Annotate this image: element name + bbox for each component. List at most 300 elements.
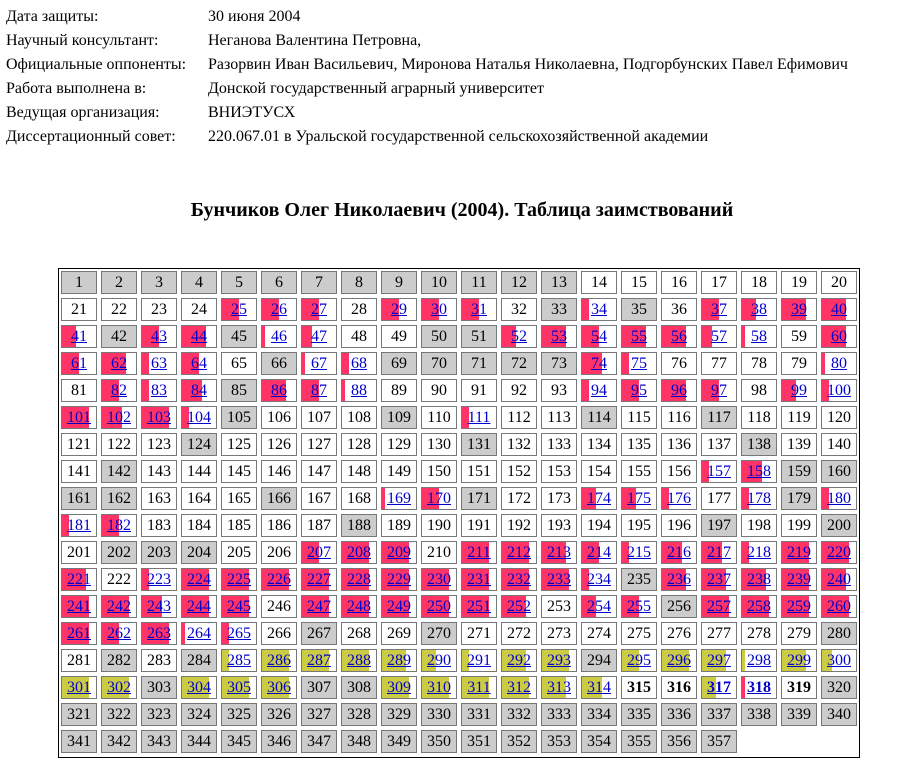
page-number[interactable]: 82 bbox=[111, 382, 127, 399]
page-link-cell[interactable] bbox=[621, 379, 657, 402]
page-cell bbox=[141, 460, 177, 483]
page-number[interactable]: 223 bbox=[147, 571, 171, 588]
page-link-cell[interactable] bbox=[661, 487, 697, 510]
page-number[interactable]: 241 bbox=[67, 598, 91, 615]
page-link-cell[interactable] bbox=[781, 568, 817, 591]
page-link-cell[interactable] bbox=[181, 379, 217, 402]
page-number[interactable]: 175 bbox=[627, 490, 651, 507]
page-number[interactable]: 44 bbox=[191, 328, 207, 345]
page-number[interactable]: 67 bbox=[311, 355, 327, 372]
page-number[interactable]: 302 bbox=[107, 679, 131, 696]
page-link-cell[interactable] bbox=[501, 541, 537, 564]
page-link-cell[interactable] bbox=[261, 325, 297, 348]
page-link-cell[interactable] bbox=[181, 595, 217, 618]
page-number[interactable]: 243 bbox=[147, 598, 171, 615]
page-number[interactable]: 158 bbox=[747, 463, 771, 480]
page-number[interactable]: 248 bbox=[347, 598, 371, 615]
page-number[interactable]: 287 bbox=[307, 652, 331, 669]
page-link-cell[interactable] bbox=[221, 568, 257, 591]
page-number[interactable]: 86 bbox=[271, 382, 287, 399]
page-link-cell[interactable] bbox=[261, 568, 297, 591]
page-link-cell[interactable] bbox=[141, 622, 177, 645]
page-link-cell[interactable] bbox=[821, 325, 857, 348]
page-link-cell[interactable] bbox=[141, 568, 177, 591]
page-link-cell[interactable] bbox=[781, 298, 817, 321]
page-number[interactable]: 25 bbox=[231, 301, 247, 318]
page-link-cell[interactable] bbox=[101, 514, 137, 537]
page-link-cell[interactable] bbox=[821, 568, 857, 591]
page-link-cell[interactable] bbox=[421, 568, 457, 591]
page-link-cell[interactable] bbox=[61, 622, 97, 645]
page-link-cell[interactable] bbox=[541, 676, 577, 699]
page-number[interactable]: 178 bbox=[747, 490, 771, 507]
page-number[interactable]: 238 bbox=[747, 571, 771, 588]
page-number[interactable]: 26 bbox=[271, 301, 287, 318]
page-number[interactable]: 314 bbox=[587, 679, 611, 696]
page-link-cell[interactable] bbox=[301, 568, 337, 591]
page-link-cell[interactable] bbox=[821, 379, 857, 402]
page-number[interactable]: 47 bbox=[311, 328, 327, 345]
page-link-cell[interactable] bbox=[61, 325, 97, 348]
page-number[interactable]: 263 bbox=[147, 625, 171, 642]
page-number[interactable]: 304 bbox=[187, 679, 211, 696]
page-number[interactable]: 313 bbox=[547, 679, 571, 696]
page-link-cell[interactable] bbox=[141, 352, 177, 375]
page-number[interactable]: 295 bbox=[627, 652, 651, 669]
page-link-cell[interactable] bbox=[461, 676, 497, 699]
page-link-cell[interactable] bbox=[701, 649, 737, 672]
page-number: 6 bbox=[275, 274, 283, 291]
page-number[interactable]: 101 bbox=[67, 409, 91, 426]
page-link-cell[interactable] bbox=[501, 595, 537, 618]
page-link-cell[interactable] bbox=[701, 325, 737, 348]
page-number[interactable]: 306 bbox=[267, 679, 291, 696]
page-link-cell[interactable] bbox=[821, 649, 857, 672]
page-number[interactable]: 217 bbox=[707, 544, 731, 561]
page-link-cell[interactable] bbox=[341, 649, 377, 672]
page-link-cell[interactable] bbox=[261, 379, 297, 402]
page-link-cell[interactable] bbox=[381, 541, 417, 564]
page-number[interactable]: 208 bbox=[347, 544, 371, 561]
page-link-cell[interactable] bbox=[61, 352, 97, 375]
page-number[interactable]: 52 bbox=[511, 328, 527, 345]
page-link-cell[interactable] bbox=[741, 325, 777, 348]
page-link-cell[interactable] bbox=[741, 595, 777, 618]
page-link-cell[interactable] bbox=[781, 541, 817, 564]
page-number[interactable]: 296 bbox=[667, 652, 691, 669]
page-link-cell[interactable] bbox=[461, 298, 497, 321]
page-number[interactable]: 37 bbox=[711, 301, 727, 318]
page-link-cell[interactable] bbox=[581, 352, 617, 375]
page-link-cell[interactable] bbox=[701, 676, 737, 699]
page-link-cell[interactable] bbox=[661, 649, 697, 672]
page-link-cell[interactable] bbox=[141, 379, 177, 402]
page-number[interactable]: 230 bbox=[427, 571, 451, 588]
page-link-cell[interactable] bbox=[621, 541, 657, 564]
page-number[interactable]: 103 bbox=[147, 409, 171, 426]
page-number[interactable]: 207 bbox=[307, 544, 331, 561]
page-number: 340 bbox=[827, 706, 851, 723]
page-number[interactable]: 265 bbox=[227, 625, 251, 642]
page-link-cell[interactable] bbox=[701, 379, 737, 402]
page-link-cell[interactable] bbox=[621, 487, 657, 510]
page-number[interactable]: 84 bbox=[191, 382, 207, 399]
page-number[interactable]: 88 bbox=[351, 382, 367, 399]
page-number[interactable]: 259 bbox=[787, 598, 811, 615]
page-number[interactable]: 293 bbox=[547, 652, 571, 669]
page-number[interactable]: 157 bbox=[707, 463, 731, 480]
page-number[interactable]: 61 bbox=[71, 355, 87, 372]
page-link-cell[interactable] bbox=[101, 379, 137, 402]
page-number[interactable]: 62 bbox=[111, 355, 127, 372]
page-number[interactable]: 257 bbox=[707, 598, 731, 615]
page-number[interactable]: 312 bbox=[507, 679, 531, 696]
page-number[interactable]: 264 bbox=[187, 625, 211, 642]
page-number[interactable]: 219 bbox=[787, 544, 811, 561]
page-number[interactable]: 83 bbox=[151, 382, 167, 399]
page-number[interactable]: 228 bbox=[347, 571, 371, 588]
page-number[interactable]: 255 bbox=[627, 598, 651, 615]
page-number[interactable]: 220 bbox=[827, 544, 851, 561]
page-number[interactable]: 174 bbox=[587, 490, 611, 507]
page-number[interactable]: 239 bbox=[787, 571, 811, 588]
page-link-cell[interactable] bbox=[461, 541, 497, 564]
page-number[interactable]: 100 bbox=[827, 382, 851, 399]
page-link-cell[interactable] bbox=[301, 298, 337, 321]
page-number[interactable]: 297 bbox=[707, 652, 731, 669]
page-link-cell[interactable] bbox=[581, 595, 617, 618]
page-number[interactable]: 27 bbox=[311, 301, 327, 318]
page-link-cell[interactable] bbox=[581, 379, 617, 402]
page-cell bbox=[541, 460, 577, 483]
page-link-cell[interactable] bbox=[221, 676, 257, 699]
page-link-cell[interactable] bbox=[61, 676, 97, 699]
page-number[interactable]: 54 bbox=[591, 328, 607, 345]
page-number[interactable]: 41 bbox=[71, 328, 87, 345]
page-link-cell[interactable] bbox=[141, 325, 177, 348]
page-link-cell[interactable] bbox=[461, 649, 497, 672]
page-number[interactable]: 216 bbox=[667, 544, 691, 561]
page-number[interactable]: 301 bbox=[67, 679, 91, 696]
page-number[interactable]: 254 bbox=[587, 598, 611, 615]
page-link-cell[interactable] bbox=[661, 325, 697, 348]
page-link-cell[interactable] bbox=[621, 595, 657, 618]
page-link-cell[interactable] bbox=[381, 676, 417, 699]
page-link-cell[interactable] bbox=[101, 352, 137, 375]
info-label: Ведущая организация: bbox=[6, 104, 160, 121]
page-link-cell[interactable] bbox=[181, 676, 217, 699]
page-link-cell[interactable] bbox=[741, 460, 777, 483]
page-link-cell[interactable] bbox=[61, 568, 97, 591]
page-number[interactable]: 262 bbox=[107, 625, 131, 642]
page-link-cell[interactable] bbox=[661, 379, 697, 402]
page-number[interactable]: 30 bbox=[431, 301, 447, 318]
page-number[interactable]: 233 bbox=[547, 571, 571, 588]
page-number: 129 bbox=[387, 436, 411, 453]
page-number[interactable]: 299 bbox=[787, 652, 811, 669]
page-number[interactable]: 289 bbox=[387, 652, 411, 669]
page-number[interactable]: 247 bbox=[307, 598, 331, 615]
page-number[interactable]: 104 bbox=[187, 409, 211, 426]
page-number[interactable]: 80 bbox=[831, 355, 847, 372]
page-link-cell[interactable] bbox=[301, 325, 337, 348]
page-number[interactable]: 170 bbox=[427, 490, 451, 507]
page-link-cell[interactable] bbox=[701, 298, 737, 321]
page-number: 144 bbox=[187, 463, 211, 480]
page-number[interactable]: 180 bbox=[827, 490, 851, 507]
page-link-cell[interactable] bbox=[821, 298, 857, 321]
page-number[interactable]: 68 bbox=[351, 355, 367, 372]
page-number[interactable]: 298 bbox=[747, 652, 771, 669]
page-number[interactable]: 229 bbox=[387, 571, 411, 588]
page-number[interactable]: 310 bbox=[427, 679, 451, 696]
page-number[interactable]: 260 bbox=[827, 598, 851, 615]
page-number[interactable]: 58 bbox=[751, 328, 767, 345]
page-number[interactable]: 46 bbox=[271, 328, 287, 345]
page-number[interactable]: 39 bbox=[791, 301, 807, 318]
page-number[interactable]: 311 bbox=[467, 679, 491, 696]
page-link-cell[interactable] bbox=[141, 406, 177, 429]
page-link-cell[interactable] bbox=[381, 595, 417, 618]
page-link-cell[interactable] bbox=[621, 325, 657, 348]
page-link-cell[interactable] bbox=[341, 541, 377, 564]
page-link-cell[interactable] bbox=[301, 595, 337, 618]
page-cell bbox=[181, 487, 217, 510]
page-number[interactable]: 212 bbox=[507, 544, 531, 561]
page-number[interactable]: 242 bbox=[107, 598, 131, 615]
page-link-cell[interactable] bbox=[221, 649, 257, 672]
page-number[interactable]: 87 bbox=[311, 382, 327, 399]
page-number[interactable]: 182 bbox=[107, 517, 131, 534]
page-link-cell[interactable] bbox=[421, 298, 457, 321]
page-link-cell[interactable] bbox=[701, 541, 737, 564]
page-number: 109 bbox=[387, 409, 411, 426]
page-number[interactable]: 169 bbox=[387, 490, 411, 507]
page-link-cell[interactable] bbox=[461, 406, 497, 429]
page-link-cell[interactable] bbox=[61, 514, 97, 537]
page-link-cell[interactable] bbox=[421, 487, 457, 510]
page-number[interactable]: 209 bbox=[387, 544, 411, 561]
page-link-cell[interactable] bbox=[301, 379, 337, 402]
page-link-cell[interactable] bbox=[381, 649, 417, 672]
page-number[interactable]: 74 bbox=[591, 355, 607, 372]
page-link-cell[interactable] bbox=[541, 325, 577, 348]
page-link-cell[interactable] bbox=[181, 568, 217, 591]
page-link-cell[interactable] bbox=[421, 676, 457, 699]
page-number[interactable]: 318 bbox=[747, 679, 771, 696]
page-number[interactable]: 34 bbox=[591, 301, 607, 318]
page-number[interactable]: 261 bbox=[67, 625, 91, 642]
page-number: 32 bbox=[511, 301, 527, 318]
page-link-cell[interactable] bbox=[341, 568, 377, 591]
page-link-cell[interactable] bbox=[701, 460, 737, 483]
page-number[interactable]: 286 bbox=[267, 652, 291, 669]
page-number[interactable]: 102 bbox=[107, 409, 131, 426]
page-link-cell[interactable] bbox=[221, 298, 257, 321]
page-link-cell[interactable] bbox=[821, 487, 857, 510]
page-link-cell[interactable] bbox=[501, 649, 537, 672]
page-link-cell[interactable] bbox=[301, 541, 337, 564]
page-link-cell[interactable] bbox=[581, 676, 617, 699]
page-link-cell[interactable] bbox=[261, 649, 297, 672]
page-link-cell[interactable] bbox=[341, 379, 377, 402]
page-number[interactable]: 240 bbox=[827, 571, 851, 588]
page-number[interactable]: 55 bbox=[631, 328, 647, 345]
page-link-cell[interactable] bbox=[221, 622, 257, 645]
page-number[interactable]: 251 bbox=[467, 598, 491, 615]
page-link-cell[interactable] bbox=[501, 676, 537, 699]
page-link-cell[interactable] bbox=[701, 595, 737, 618]
page-link-cell[interactable] bbox=[781, 649, 817, 672]
page-number[interactable]: 231 bbox=[467, 571, 491, 588]
page-link-cell[interactable] bbox=[261, 676, 297, 699]
page-link-cell[interactable] bbox=[181, 325, 217, 348]
page-number[interactable]: 244 bbox=[187, 598, 211, 615]
page-number[interactable]: 305 bbox=[227, 679, 251, 696]
page-link-cell[interactable] bbox=[461, 568, 497, 591]
page-cell bbox=[501, 460, 537, 483]
page-number[interactable]: 176 bbox=[667, 490, 691, 507]
page-number[interactable]: 53 bbox=[551, 328, 567, 345]
page-link-cell[interactable] bbox=[741, 676, 777, 699]
page-cell bbox=[501, 514, 537, 537]
page-link-cell[interactable] bbox=[181, 406, 217, 429]
page-number[interactable]: 57 bbox=[711, 328, 727, 345]
page-number[interactable]: 218 bbox=[747, 544, 771, 561]
page-number: 324 bbox=[187, 706, 211, 723]
page-link-cell[interactable] bbox=[581, 568, 617, 591]
page-link-cell[interactable] bbox=[701, 568, 737, 591]
page-number[interactable]: 97 bbox=[711, 382, 727, 399]
page-link-cell[interactable] bbox=[261, 298, 297, 321]
page-number[interactable]: 236 bbox=[667, 571, 691, 588]
page-number[interactable]: 211 bbox=[467, 544, 491, 561]
page-link-cell[interactable] bbox=[621, 649, 657, 672]
page-link-cell[interactable] bbox=[101, 595, 137, 618]
page-number[interactable]: 245 bbox=[227, 598, 251, 615]
page-link-cell[interactable] bbox=[541, 541, 577, 564]
page-number[interactable]: 213 bbox=[547, 544, 571, 561]
page-link-cell[interactable] bbox=[221, 595, 257, 618]
page-number[interactable]: 317 bbox=[707, 679, 731, 696]
page-link-cell[interactable] bbox=[581, 298, 617, 321]
page-link-cell[interactable] bbox=[501, 325, 537, 348]
page-number[interactable]: 234 bbox=[587, 571, 611, 588]
page-link-cell[interactable] bbox=[341, 595, 377, 618]
page-link-cell[interactable] bbox=[741, 298, 777, 321]
page-link-cell[interactable] bbox=[381, 298, 417, 321]
page-number[interactable]: 40 bbox=[831, 301, 847, 318]
page-number[interactable]: 249 bbox=[387, 598, 411, 615]
page-link-cell[interactable] bbox=[61, 406, 97, 429]
page-number[interactable]: 64 bbox=[191, 355, 207, 372]
page-link-cell[interactable] bbox=[661, 568, 697, 591]
page-link-cell[interactable] bbox=[741, 649, 777, 672]
page-number[interactable]: 99 bbox=[791, 382, 807, 399]
page-link-cell[interactable] bbox=[821, 352, 857, 375]
page-number[interactable]: 288 bbox=[347, 652, 371, 669]
page-link-cell[interactable] bbox=[781, 595, 817, 618]
page-link-cell[interactable] bbox=[541, 568, 577, 591]
page-link-cell[interactable] bbox=[781, 379, 817, 402]
page-number[interactable]: 111 bbox=[467, 409, 491, 426]
page-link-cell[interactable] bbox=[461, 595, 497, 618]
page-number[interactable]: 292 bbox=[507, 652, 531, 669]
page-number[interactable]: 309 bbox=[387, 679, 411, 696]
page-link-cell[interactable] bbox=[101, 406, 137, 429]
page-link-cell[interactable] bbox=[301, 649, 337, 672]
page-number[interactable]: 94 bbox=[591, 382, 607, 399]
page-link-cell[interactable] bbox=[821, 595, 857, 618]
page-number[interactable]: 291 bbox=[467, 652, 491, 669]
page-number[interactable]: 252 bbox=[507, 598, 531, 615]
page-link-cell[interactable] bbox=[661, 541, 697, 564]
page-number[interactable]: 60 bbox=[831, 328, 847, 345]
page-number[interactable]: 56 bbox=[671, 328, 687, 345]
page-link-cell[interactable] bbox=[421, 649, 457, 672]
page-number[interactable]: 221 bbox=[67, 571, 91, 588]
page-number[interactable]: 227 bbox=[307, 571, 331, 588]
page-number[interactable]: 214 bbox=[587, 544, 611, 561]
page-link-cell[interactable] bbox=[621, 352, 657, 375]
page-number[interactable]: 250 bbox=[427, 598, 451, 615]
page-link-cell[interactable] bbox=[181, 352, 217, 375]
page-number[interactable]: 215 bbox=[627, 544, 651, 561]
page-link-cell[interactable] bbox=[581, 541, 617, 564]
page-link-cell[interactable] bbox=[541, 649, 577, 672]
page-number[interactable]: 38 bbox=[751, 301, 767, 318]
page-link-cell[interactable] bbox=[341, 352, 377, 375]
page-number[interactable]: 300 bbox=[827, 652, 851, 669]
page-number[interactable]: 181 bbox=[67, 517, 91, 534]
page-link-cell[interactable] bbox=[101, 676, 137, 699]
page-number[interactable]: 224 bbox=[187, 571, 211, 588]
page-link-cell[interactable] bbox=[741, 487, 777, 510]
page-link-cell[interactable] bbox=[181, 622, 217, 645]
page-number[interactable]: 237 bbox=[707, 571, 731, 588]
page-number[interactable]: 226 bbox=[267, 571, 291, 588]
page-number[interactable]: 29 bbox=[391, 301, 407, 318]
page-link-cell[interactable] bbox=[381, 487, 417, 510]
page-link-cell[interactable] bbox=[381, 568, 417, 591]
page-number[interactable]: 95 bbox=[631, 382, 647, 399]
page-link-cell[interactable] bbox=[421, 595, 457, 618]
page-cell bbox=[141, 676, 177, 699]
page-number[interactable]: 290 bbox=[427, 652, 451, 669]
page-number[interactable]: 63 bbox=[151, 355, 167, 372]
page-number[interactable]: 31 bbox=[471, 301, 487, 318]
page-number[interactable]: 285 bbox=[227, 652, 251, 669]
page-number[interactable]: 258 bbox=[747, 598, 771, 615]
page-link-cell[interactable] bbox=[581, 325, 617, 348]
page-link-cell[interactable] bbox=[741, 541, 777, 564]
page-cell bbox=[261, 487, 297, 510]
page-link-cell[interactable] bbox=[301, 352, 337, 375]
page-link-cell[interactable] bbox=[61, 595, 97, 618]
page-number[interactable]: 96 bbox=[671, 382, 687, 399]
page-cell bbox=[661, 703, 697, 726]
page-number[interactable]: 43 bbox=[151, 328, 167, 345]
page-link-cell[interactable] bbox=[101, 622, 137, 645]
page-link-cell[interactable] bbox=[581, 487, 617, 510]
page-number[interactable]: 75 bbox=[631, 355, 647, 372]
page-number[interactable]: 232 bbox=[507, 571, 531, 588]
page-number[interactable]: 225 bbox=[227, 571, 251, 588]
page-link-cell[interactable] bbox=[501, 568, 537, 591]
page-link-cell[interactable] bbox=[821, 541, 857, 564]
page-link-cell[interactable] bbox=[141, 595, 177, 618]
page-link-cell[interactable] bbox=[741, 568, 777, 591]
